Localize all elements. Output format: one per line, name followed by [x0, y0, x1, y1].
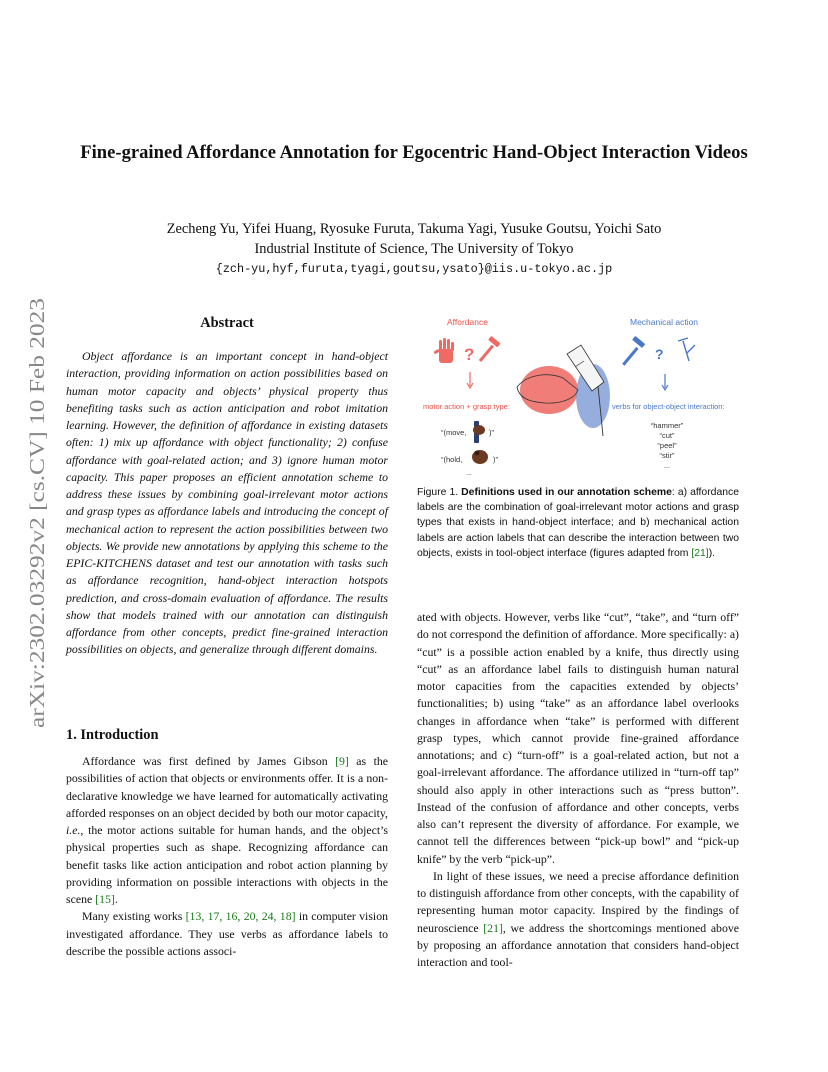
- abstract-text: Object affordance is an important concept in hand-object interaction, providing information on action possibilities based on human motor capacity and objects’ physical property thus benefiting tasks such as action anticipation and robot imitation learning. However, the definition of affordance in existing datasets often: 1) mix up affordance with object functionality; 2) confuse affordance with goal-related action; and 3) ignore human motor capacity. This paper proposes an efficient annotation scheme to address these issues by combining goal-irrelevant motor actions and grasp types as affordance labels and introducing the concept of mechanical action to represent the action possibilities between two objects. We provide new annotations by applying this scheme to the EPIC-KITCHENS dataset and test our annotation with tasks such as affordance recognition, hand-object interaction hotspots prediction, and cross-domain evaluation of affordance. The results show that models trained with our annotation can distinguish affordance from other concepts, predict fine-grained interaction possibilities on objects, and generalize through different domains.: [66, 349, 388, 657]
- author-emails: {zch-yu,hyf,furuta,tyagi,goutsu,ysato}@iis.u-tokyo.ac.jp: [215, 262, 613, 276]
- arxiv-stamp: [25, 298, 50, 728]
- intro-p1-text-c: , the motor actions suitable for human hands, and the object’s physical properties such as shape. Recognizing affordance can benefit tasks like action anticipation and robot action planning by providing information on possible interactions with objects in the scene: [66, 823, 388, 906]
- move-label-b: )”: [489, 428, 494, 437]
- citation-link[interactable]: [21]: [691, 547, 709, 559]
- right-paragraph-2: [417, 868, 739, 972]
- affiliation: Industrial Institute of Science, The University of Tokyo: [254, 241, 574, 257]
- abstract-body: [66, 348, 388, 659]
- intro-p1-text-b: as the possibilities of action that objects or environments offer. It is a non-declarative knowledge we have learned for automatically activating afforded responses on an object decided by both our motor capacity,: [66, 754, 389, 820]
- right-column-body: [417, 609, 739, 971]
- figure-right-caption: verbs for object-object interaction:: [612, 402, 725, 411]
- verb-label: “hammer”: [650, 421, 684, 430]
- hold-label-b: )”: [493, 455, 498, 464]
- citation-link[interactable]: [15]: [95, 892, 115, 906]
- intro-p1-ie: i.e.: [66, 823, 81, 837]
- center-illustration: [517, 345, 610, 436]
- ellipsis-left: ...: [466, 470, 472, 477]
- figure-label-affordance: Affordance: [447, 317, 488, 327]
- verb-label: “stir”: [659, 451, 675, 460]
- arxiv-stamp-text: arXiv:2302.03292v2 [cs.CV] 10 Feb 2023: [25, 372, 49, 728]
- intro-p1-text-a: Affordance was first defined by James Gibson: [82, 754, 336, 768]
- caption-text-a: : a) affordance labels are the combination of goal-irrelevant motor actions and grasp types that exists in hand-object interface; and b) mechanical action labels are action labels that can describe the interaction between two objects, exists in tool-object interface (figures adapted from: [417, 487, 739, 559]
- citation-link[interactable]: [21]: [483, 920, 503, 935]
- grasp-hold-icon: [472, 450, 488, 464]
- right-paragraph-1: ated with objects. However, verbs like “cut”, “take”, and “turn off” do not correspond the definition of affordance. More specifically: a) “cut” is a possible action enabled by a knife, thus directly using “cut” as an affordance label fails to distinguish human natural motor capacities from the capacities extended by objects’ functionalities; b) using “take” as an affordance label overlooks changes in affordance when “take” is performed with different grasp types, which cannot provide fine-grained affordance annotations; and c) “turn-off” is a goal-related action, but not a goal-irrelevant affordance. The affordance utilized in “turn-off tap” should also apply in other interactions such as “press button”. Instead of the confusion of affordance and other concepts, verbs also can’t represent the diversity of affordance. For example, we cannot tell the differences between “pick-up bowl” and “pick-up knife” by the verb “pick-up”.: [417, 610, 739, 866]
- right-p2-text-a: In light of these issues, we need a precise affordance definition to distinguish affordance from other concepts, with the capability of representing human motor capacity. Inspired by the findings of neuroscience: [417, 868, 739, 935]
- question-mark-left: ?: [464, 345, 475, 364]
- grasp-move-icon: [473, 421, 485, 443]
- verb-label: “peel”: [657, 441, 677, 450]
- intro-p2-text-b: in computer vision investigated affordance. They use verbs as affordance labels to describe the possible actions associ-: [66, 909, 389, 958]
- caption-label: Figure 1.: [417, 487, 459, 498]
- intro-body: [66, 753, 388, 960]
- figure-label-mechanical: Mechanical action: [630, 317, 699, 327]
- hold-label-a: “(hold,: [441, 455, 463, 464]
- citation-link[interactable]: [9]: [335, 754, 349, 768]
- hammer-icon-red: [479, 336, 501, 362]
- intro-p2-text-a: Many existing works: [82, 909, 186, 924]
- figure-left-caption: motor action + grasp type:: [423, 402, 510, 411]
- author-list: Zecheng Yu, Yifei Huang, Ryosuke Furuta, Takuma Yagi, Yusuke Goutsu, Yoichi Sato: [166, 221, 662, 237]
- intro-p1-text-d: .: [114, 892, 118, 906]
- question-mark-right: ?: [655, 346, 664, 362]
- verb-label: “cut”: [659, 431, 675, 440]
- nail-icon: [678, 338, 695, 361]
- intro-heading: 1. Introduction: [66, 727, 159, 743]
- caption-text-b: ).: [708, 547, 716, 559]
- right-p2-text-b: , we address the shortcomings mentioned above by proposing an affordance annotation that considers hand-object interaction and tool-: [417, 920, 739, 969]
- figure-1: [417, 312, 739, 484]
- citation-link[interactable]: [13, 17, 16, 20, 24, 18]: [185, 909, 296, 924]
- paper-title: Fine-grained Affordance Annotation for Egocentric Hand-Object Interaction Videos: [80, 142, 748, 163]
- figure-1-caption: [417, 485, 739, 561]
- hand-icon: [433, 338, 454, 363]
- hammer-icon-blue: [622, 336, 645, 366]
- move-label-a: “(move,: [441, 428, 467, 437]
- caption-bold: Definitions used in our annotation scheme: [461, 487, 672, 498]
- abstract-heading: Abstract: [200, 315, 254, 331]
- intro-paragraph-1: [66, 753, 388, 908]
- intro-paragraph-2: [66, 908, 388, 960]
- verb-label: ...: [663, 461, 671, 470]
